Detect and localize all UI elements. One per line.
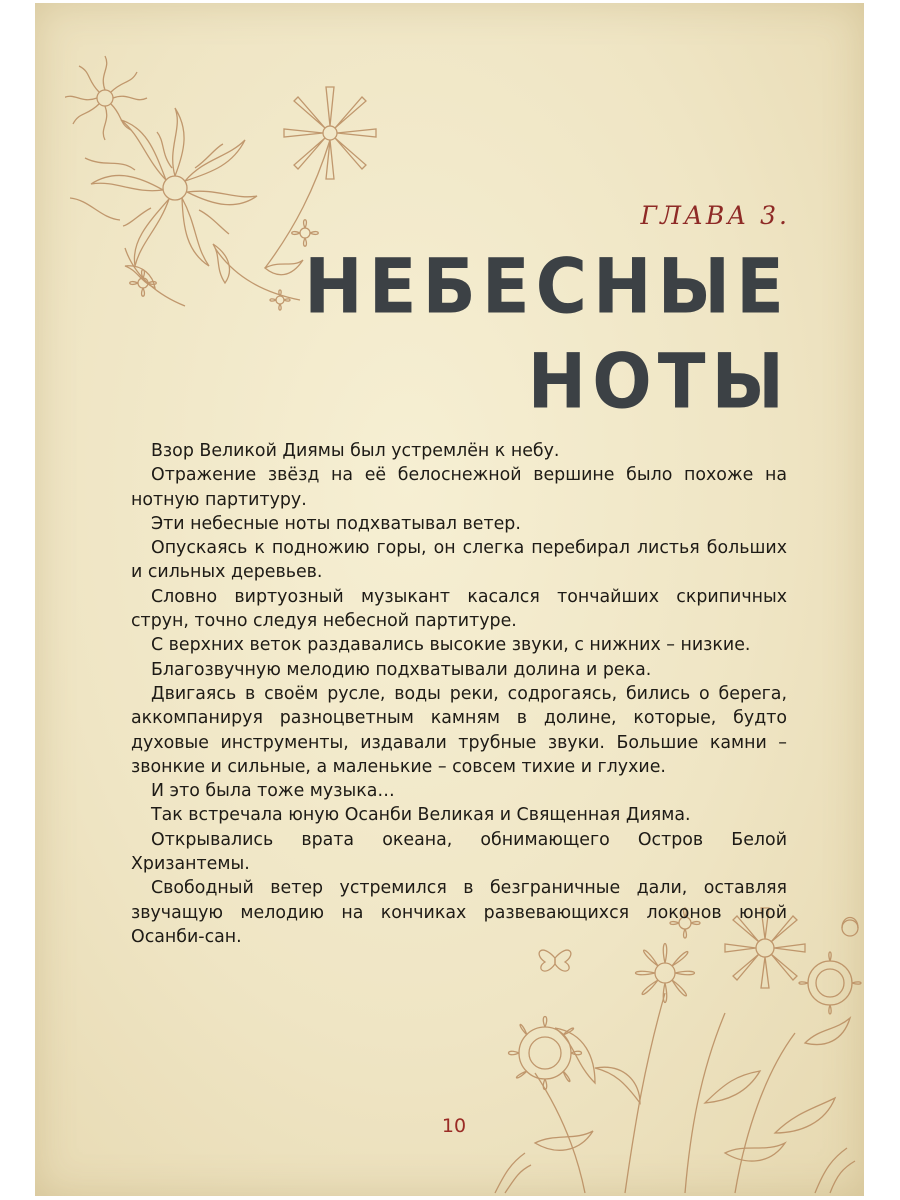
paragraph: Благозвучную мелодию подхватывали долина и река.: [151, 659, 652, 680]
title-line-2: НОТЫ: [527, 337, 790, 426]
paragraph: Двигаясь в своём русле, воды реки, содрогаясь, бились о берега, аккомпанируя разноцветным камням в долине, которые, будто духовые инструменты, издавали трубные звуки. Большие камни – звонкие и сильные, а маленькие – совсем тихие и глухие.: [131, 683, 787, 777]
paragraph: Так встречала юную Осанби Великая и Священная Дияма.: [151, 805, 691, 826]
paragraph: С верхних веток раздавались высокие звуки, с нижних – низкие.: [151, 635, 751, 656]
chapter-label: ГЛАВА 3.: [640, 201, 790, 230]
paragraph: Словно виртуозный музыкант касался тончайших скрипичных струн, точно следуя небесной партитуре.: [131, 586, 787, 632]
paragraph: Отражение звёзд на её белоснежной вершине было похоже на нотную партитуру.: [131, 465, 787, 510]
paragraph: Эти небесные ноты подхватывал ветер.: [151, 513, 521, 534]
book-page: [35, 3, 864, 1196]
page-number: 10: [441, 1115, 467, 1137]
paragraph: Опускаясь к подножию горы, он слегка перебирал листья больших и сильных деревьев.: [131, 538, 787, 583]
paragraph: Открывались врата океана, обнимающего Остров Белой Хризантемы.: [131, 829, 787, 875]
paragraph: Свободный ветер устремился в безграничные дали, оставляя звучащую мелодию на кончиках развевающихся локонов юной Осанби-сан.: [131, 878, 787, 947]
paragraph: И это была тоже музыка…: [151, 781, 395, 802]
title-line-1: НЕБЕСНЫЕ: [304, 242, 790, 331]
body-text: [131, 439, 787, 949]
page-title: [304, 239, 790, 429]
paragraph: Взор Великой Диямы был устремлён к небу.: [151, 441, 560, 461]
